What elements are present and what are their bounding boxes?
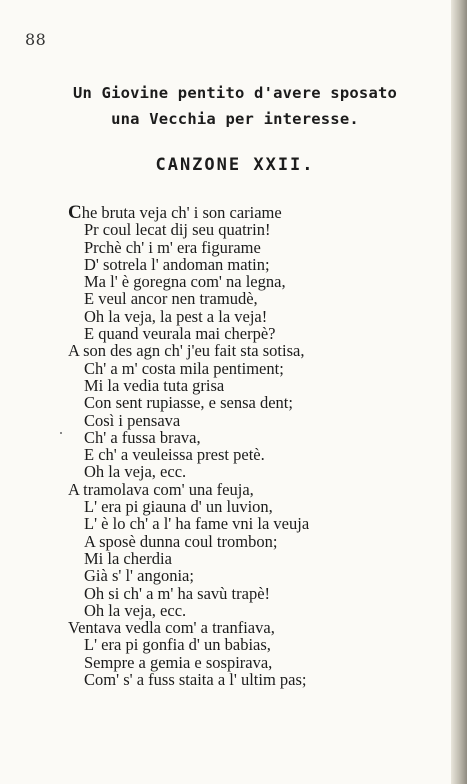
verse-text: Ma l' è goregna com' na legna, [84, 272, 286, 292]
verse-text: Prchè ch' i m' era figurame [84, 237, 261, 257]
verse-text: Ch' a m' costa mila pentiment; [84, 358, 284, 378]
verse-line [68, 221, 309, 238]
verse-text: Con sent rupiasse, e sensa dent; [84, 393, 293, 413]
verse-text: Pr coul lecat dij seu quatrin! [84, 220, 271, 240]
verse-text: Ventava vedla com' a tranfiava, [68, 618, 275, 638]
verse-line [68, 463, 309, 480]
verse-text: Oh la veja, ecc. [84, 462, 187, 482]
verse-line [68, 290, 309, 307]
verse-line [68, 481, 309, 498]
verse-text: Sempre a gemia e sospirava, [84, 652, 273, 672]
verse-line [68, 308, 309, 325]
poem-title-line-2: una Vecchia per interesse. [111, 110, 359, 128]
poem-title-line-1: Un Giovine pentito d'avere sposato [72, 84, 398, 102]
verse-line [68, 239, 309, 256]
verse-line [68, 325, 309, 342]
verse-line [68, 273, 309, 290]
verse-line [68, 342, 309, 359]
verse-text: Com' s' a fuss staita a l' ultim pas; [84, 670, 307, 690]
verse-line [68, 360, 309, 377]
verse-text: E quand veurala mai cherpè? [84, 324, 276, 344]
verse-text: E veul ancor nen tramudè, [84, 289, 258, 309]
verse-line [68, 550, 309, 567]
verse-line [68, 585, 309, 602]
verse-line [68, 429, 309, 446]
verse-text: D' sotrela l' andoman matin; [84, 254, 270, 274]
verse-line [68, 515, 309, 532]
verse-line [68, 412, 309, 429]
canzone-heading: CANZONE XXII. [155, 155, 315, 175]
verse-text: A son des agn ch' j'eu fait sta sotisa, [68, 341, 305, 361]
verse-line [68, 636, 309, 653]
verse-text: A tramolava com' una feuja, [68, 479, 254, 499]
verse-line [68, 394, 309, 411]
verse-text: A sposè dunna coul trombon; [84, 531, 278, 551]
verse-line [68, 377, 309, 394]
verse-line [68, 498, 309, 515]
print-mark [60, 432, 62, 434]
verse-line [68, 654, 309, 671]
verse-text: Già s' l' angonia; [84, 566, 194, 586]
verse-line [68, 256, 309, 273]
verse-text: L' è lo ch' a l' ha fame vni la veuja [84, 514, 310, 534]
verse-line [68, 204, 309, 221]
page-number: 88 [25, 30, 47, 49]
verse-line [68, 602, 309, 619]
verse-text: Oh la veja, la pest a la veja! [84, 306, 268, 326]
verse-line [68, 671, 309, 688]
verse-text: L' era pi giauna d' un luvion, [84, 497, 273, 517]
verse-list [68, 204, 309, 688]
verse-text: Mi la cherdia [84, 548, 172, 568]
verse-line [68, 533, 309, 550]
verse-text: E ch' a veuleissa prest petè. [84, 445, 265, 465]
verse-text: Oh si ch' a m' ha savù trapè! [84, 583, 271, 603]
verse-text: Ch' a fussa brava, [84, 427, 201, 447]
verse-text: Oh la veja, ecc. [84, 600, 187, 620]
page-edge [451, 0, 467, 784]
verse-line [68, 619, 309, 636]
initial-letter: C [68, 202, 82, 223]
verse-text: he bruta veja ch' i son cariame [81, 203, 282, 222]
verse-line [68, 567, 309, 584]
verse-line [68, 446, 309, 463]
verse-text: L' era pi gonfia d' un babias, [84, 635, 271, 655]
verse-text: Così i pensava [84, 410, 181, 430]
verse-text: Mi la vedia tuta grisa [84, 375, 225, 395]
